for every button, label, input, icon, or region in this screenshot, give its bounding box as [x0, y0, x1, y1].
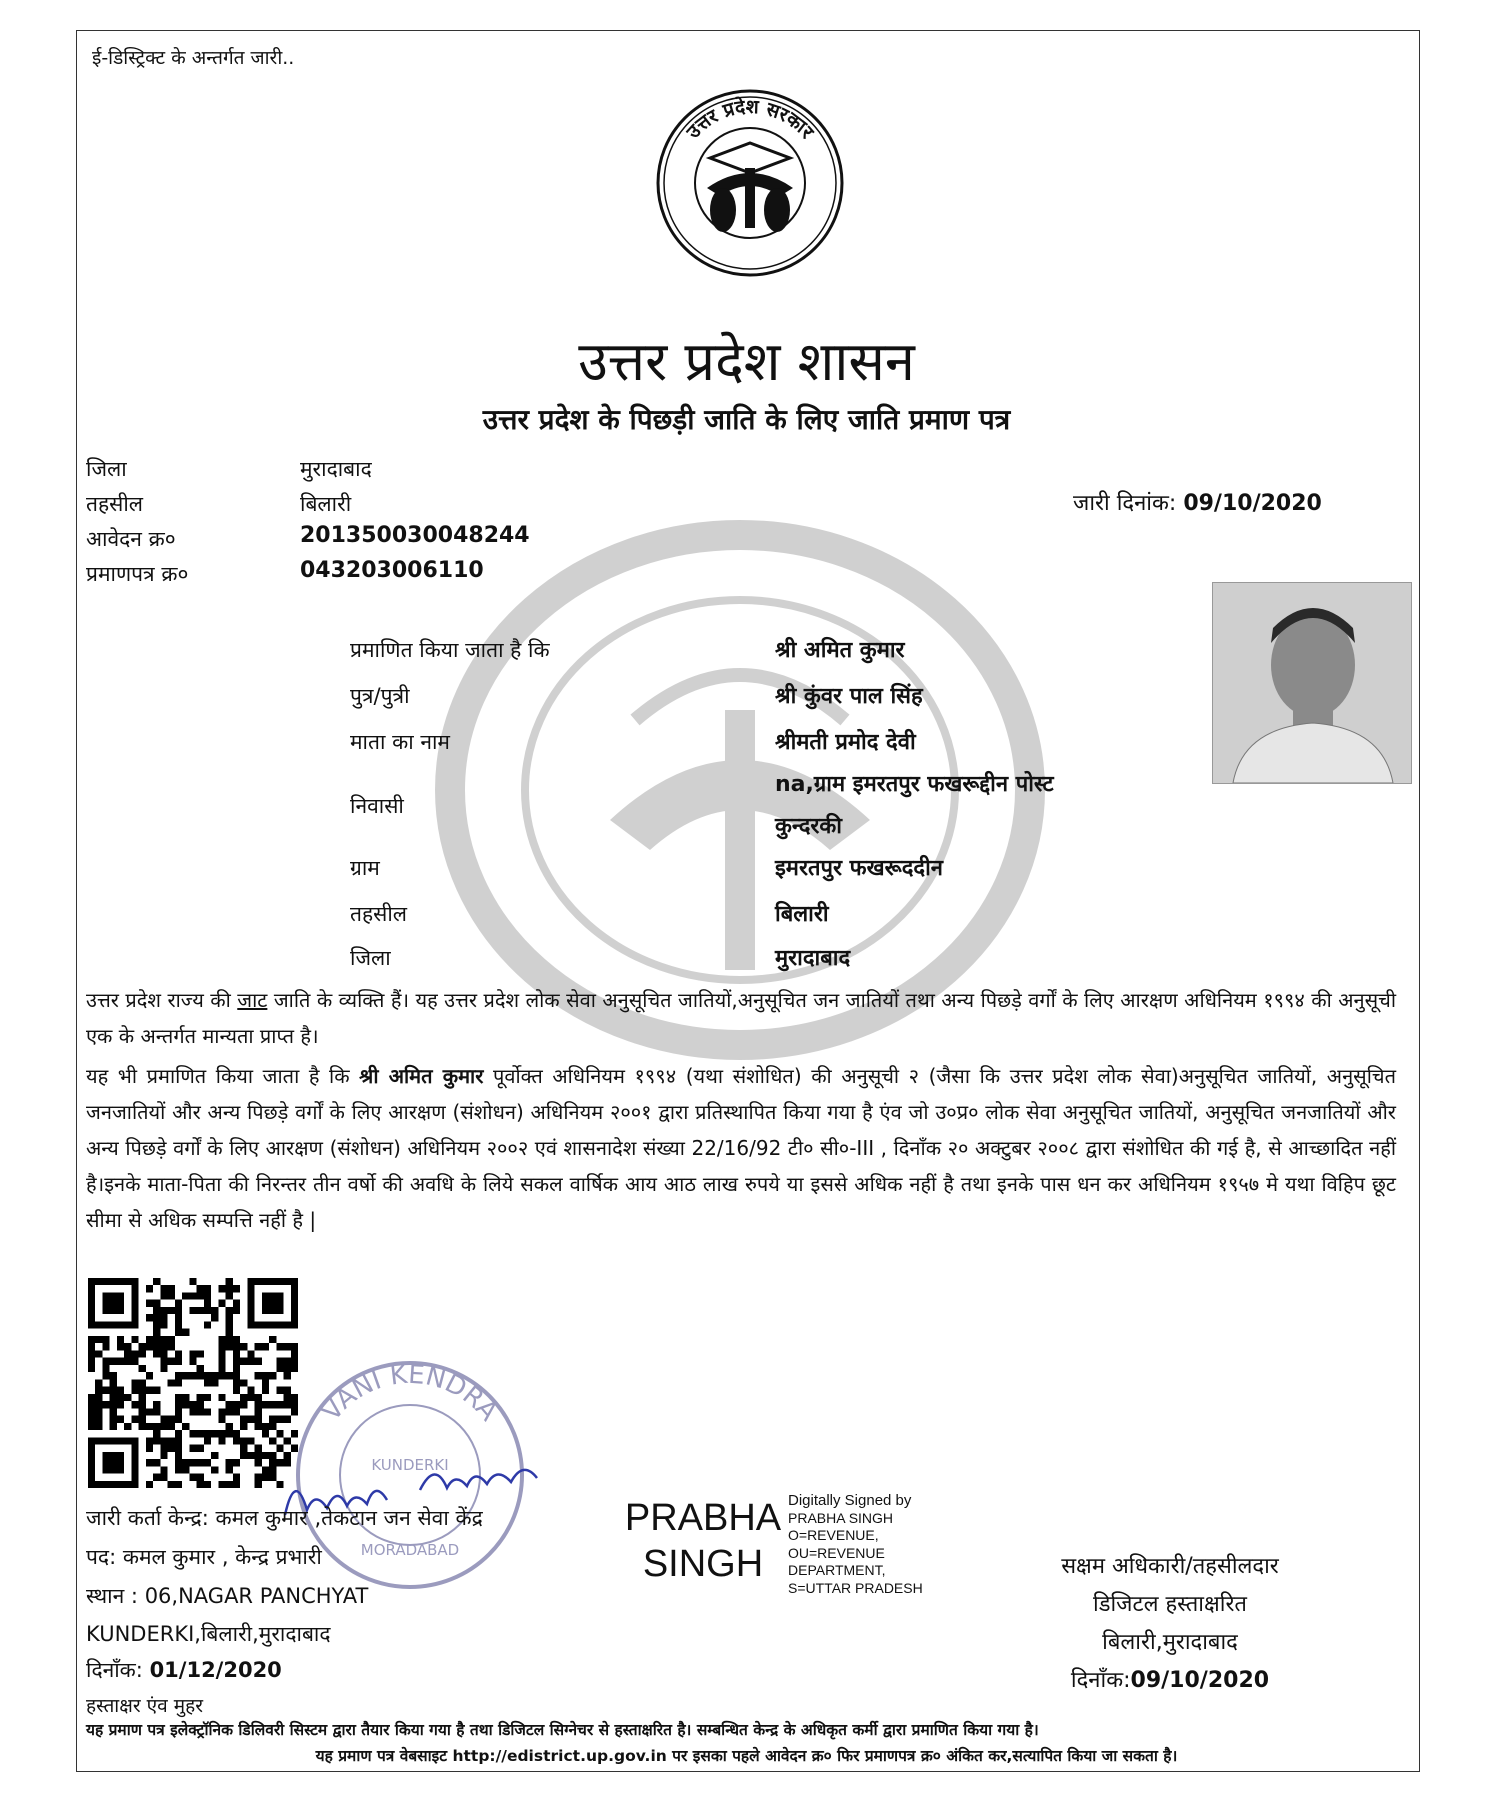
meta-value-district: मुरादाबाद: [300, 457, 372, 481]
detail-label-resident: निवासी: [350, 794, 404, 818]
caste-paragraph: उत्तर प्रदेश राज्य की जाट जाति के व्यक्ति हैं। यह उत्तर प्रदेश लोक सेवा अनुसूचित जातियों,अनुसूचित जन जातियों तथा अन्य पिछड़े वर्गों के लिए आरक्षण अधिनियम १९९४ की अनुसूची एक के अन्तर्गत मान्यता प्राप्त है।: [86, 988, 1396, 1048]
authority-signed: डिजिटल हस्ताक्षरित: [1093, 1592, 1247, 1617]
detail-label-mother: माता का नाम: [350, 730, 450, 754]
authority-date-label: दिनाँक:: [1070, 1668, 1131, 1693]
issuer-date: [86, 1656, 282, 1684]
authority-location: बिलारी,मुरादाबाद: [1102, 1630, 1238, 1655]
issue-date: [1073, 487, 1322, 517]
detail-label-certify: प्रमाणित किया जाता है कि: [350, 638, 550, 662]
stamp-inner-top: KUNDERKI: [371, 1456, 449, 1474]
meta-value-certificate-no: 043203006110: [300, 558, 484, 583]
detail-value-address: na,ग्राम इमरतपुर फखरूद्दीन पोस्ट: [775, 772, 1054, 797]
certification-paragraph: यह भी प्रमाणित किया जाता है कि श्री अमित कुमार पूर्वोक्त अधिनियम १९९४ (यथा संशोधित) की अनुसूची २ (जैसा कि उत्तर प्रदेश लोक सेवा)अनुसूचित जातियों, अनुसूचित जनजातियों और अन्य पिछड़े वर्गों के लिए आरक्षण (संशोधन) अधिनियम २००१ द्वारा प्रतिस्थापित किया गया है एंव जो उ०प्र० लोक सेवा अनुसूचित जातियों, अनुसूचित जनजातियों और अन्य पिछड़े वर्गों के लिए आरक्षण (संशोधन) अधिनियम २००२ एवं शासनादेश संख्या 22/16/92 टी० सी०-III , दिनाँक २० अक्टुबर २००८ द्वारा संशोधित की गई है, से आच्छादित नहीं है।इनके माता-पिता की निरन्तर तीन वर्षो की अवधि के लिये सकल वार्षिक आय आठ लाख रुपये या इससे अधिक नहीं है तथा इनके पास धन कर अधिनियम १९५७ मे यथा विहिप छूट सीमा से अधिक सम्पत्ति नहीं है |: [86, 1064, 1396, 1232]
applicant-photo: [1212, 582, 1412, 784]
caste-name: जाट: [237, 988, 268, 1012]
detail-label-district: जिला: [350, 946, 391, 970]
digital-signature-name-line1: PRABHA: [624, 1497, 782, 1539]
stamp-inner-bottom: MORADABAD: [360, 1541, 460, 1559]
meta-value-application-no: 201350030048244: [300, 523, 530, 548]
qr-code: [88, 1278, 298, 1488]
authority-title: सक्षम अधिकारी/तहसीलदार: [1061, 1554, 1279, 1579]
detail-label-tehsil: तहसील: [350, 902, 407, 926]
detail-value-district: मुरादाबाद: [775, 946, 851, 971]
digital-signature-name: [618, 1495, 788, 1587]
digital-signature-name-line2: SINGH: [642, 1543, 764, 1585]
issuer-place-line1: स्थान : 06,NAGAR PANCHYAT: [86, 1584, 369, 1608]
footer-line2: यह प्रमाण पत्र वेबसाइट http://edistrict.up.gov.in पर इसका पहले आवेदन क्र० फिर प्रमाणपत्र क्र० अंकित कर,सत्यापित किया जा सकता है।: [315, 1747, 1178, 1765]
detail-value-name: श्री अमित कुमार: [775, 638, 905, 663]
page-title: उत्तर प्रदेश शासन: [578, 330, 915, 393]
issuer-date-value: 01/12/2020: [149, 1658, 282, 1682]
issuer-date-label: दिनाँक:: [86, 1658, 150, 1682]
certified-person-name: श्री अमित कुमार: [359, 1064, 484, 1088]
svg-text:VANI KENDRA: [316, 1360, 503, 1427]
issuer-place-line2: KUNDERKI,बिलारी,मुरादाबाद: [86, 1622, 331, 1646]
detail-label-son-of: पुत्र/पुत्री: [350, 684, 410, 708]
footer-line1: यह प्रमाण पत्र इलेक्ट्रॉनिक डिलिवरी सिस्टम द्वारा तैयार किया गया है तथा डिजिटल सिग्नेचर से हस्ताक्षरित है। सम्बन्धित केन्द्र के अधिकृत कर्मी द्वारा प्रमाणित किया गया है।: [86, 1721, 1039, 1739]
detail-label-village: ग्राम: [350, 856, 380, 880]
issue-date-value: 09/10/2020: [1183, 491, 1322, 516]
detail-value-father: श्री कुंवर पाल सिंह: [775, 684, 923, 709]
meta-label-certificate-no: प्रमाणपत्र क्र०: [86, 562, 189, 586]
issuer-sign-label: हस्ताक्षर एंव मुहर: [86, 1695, 203, 1717]
stamp-ring-text: VANI KENDRA: [316, 1359, 504, 1427]
detail-value-tehsil: बिलारी: [775, 902, 829, 927]
svg-text:उत्तर प्रदेश सरकार: [682, 95, 819, 144]
detail-value-village: इमरतपुर फखरूददीन: [775, 856, 943, 881]
issue-date-label: जारी दिनांक:: [1073, 491, 1177, 516]
meta-label-district: जिला: [86, 457, 127, 481]
detail-value-mother: श्रीमती प्रमोद देवी: [775, 730, 916, 755]
authority-date-value: 09/10/2020: [1130, 1668, 1270, 1693]
meta-label-application-no: आवेदन क्र०: [86, 527, 176, 551]
certificate-subtitle: उत्तर प्रदेश के पिछड़ी जाति के लिए जाति प्रमाण पत्र: [482, 403, 1011, 436]
meta-label-tehsil: तहसील: [86, 492, 143, 516]
meta-value-tehsil: बिलारी: [300, 492, 352, 516]
header-note: ई-डिस्ट्रिक्ट के अन्तर्गत जारी..: [92, 47, 295, 69]
issuer-center: जारी कर्ता केन्द्र: कमल कुमार ,तेकटान जन सेवा केंद्र: [86, 1506, 483, 1530]
emblem-ring-text: उत्तर प्रदेश सरकार: [682, 95, 818, 143]
digital-signature-details: Digitally Signed by PRABHA SINGH O=REVENUE, OU=REVENUE DEPARTMENT, S=UTTAR PRADESH: [788, 1492, 923, 1596]
up-government-emblem: [655, 88, 845, 278]
issuer-post: पद: कमल कुमार , केन्द्र प्रभारी: [86, 1545, 322, 1569]
authority-block: [1020, 1548, 1320, 1700]
detail-value-address-post: कुन्दरकी: [775, 814, 842, 839]
